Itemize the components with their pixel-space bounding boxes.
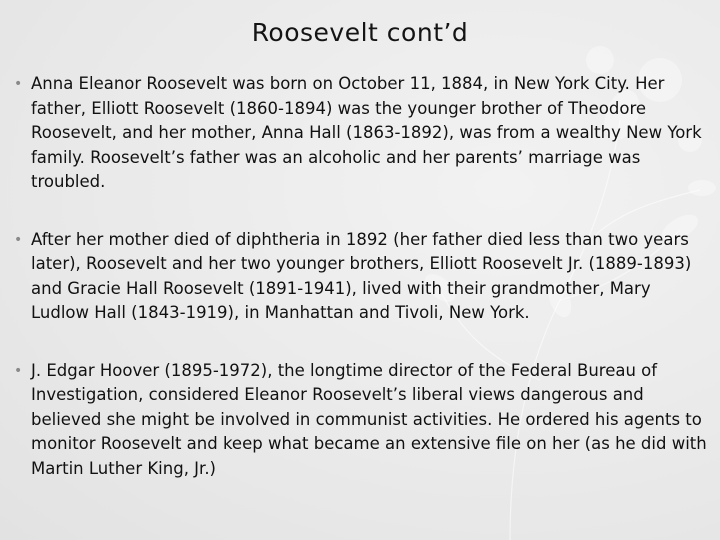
bullet-list [14,72,708,514]
bullet-text: Anna Eleanor Roosevelt was born on October 11, 1884, in New York City. Her father, Elliott Roosevelt (1860-1894) was the younger brother of Theodore Roosevelt, and her mother, Anna Hall (1863-1892), was from a wealthy New York family. Roosevelt’s father was an alcoholic and her parents’ marriage was troubled. [31,74,702,191]
bullet-text: After her mother died of diphtheria in 1892 (her father died less than two years later), Roosevelt and her two younger brothers, Elliott Roosevelt Jr. (1889-1893) and Gracie Hall Roosevelt (1891-1941), lived with their grandmother, Mary Ludlow Hall (1843-1919), in Manhattan and Tivoli, New York. [31,229,692,322]
bullet-marker: • [14,362,23,379]
bullet-item [14,228,708,326]
bullet-text: J. Edgar Hoover (1895-1972), the longtime director of the Federal Bureau of Investigation, considered Eleanor Roosevelt’s liberal views dangerous and believed she might be involved in communist activities. He ordered his agents to monitor Roosevelt and keep what became an extensive file on her (as he did with Martin Luther King, Jr.) [31,360,707,478]
bullet-item [14,72,708,195]
bullet-marker: • [14,76,23,92]
bullet-marker: • [14,231,23,248]
bullet-item [14,359,708,482]
slide-title: Roosevelt cont’d [251,18,469,47]
